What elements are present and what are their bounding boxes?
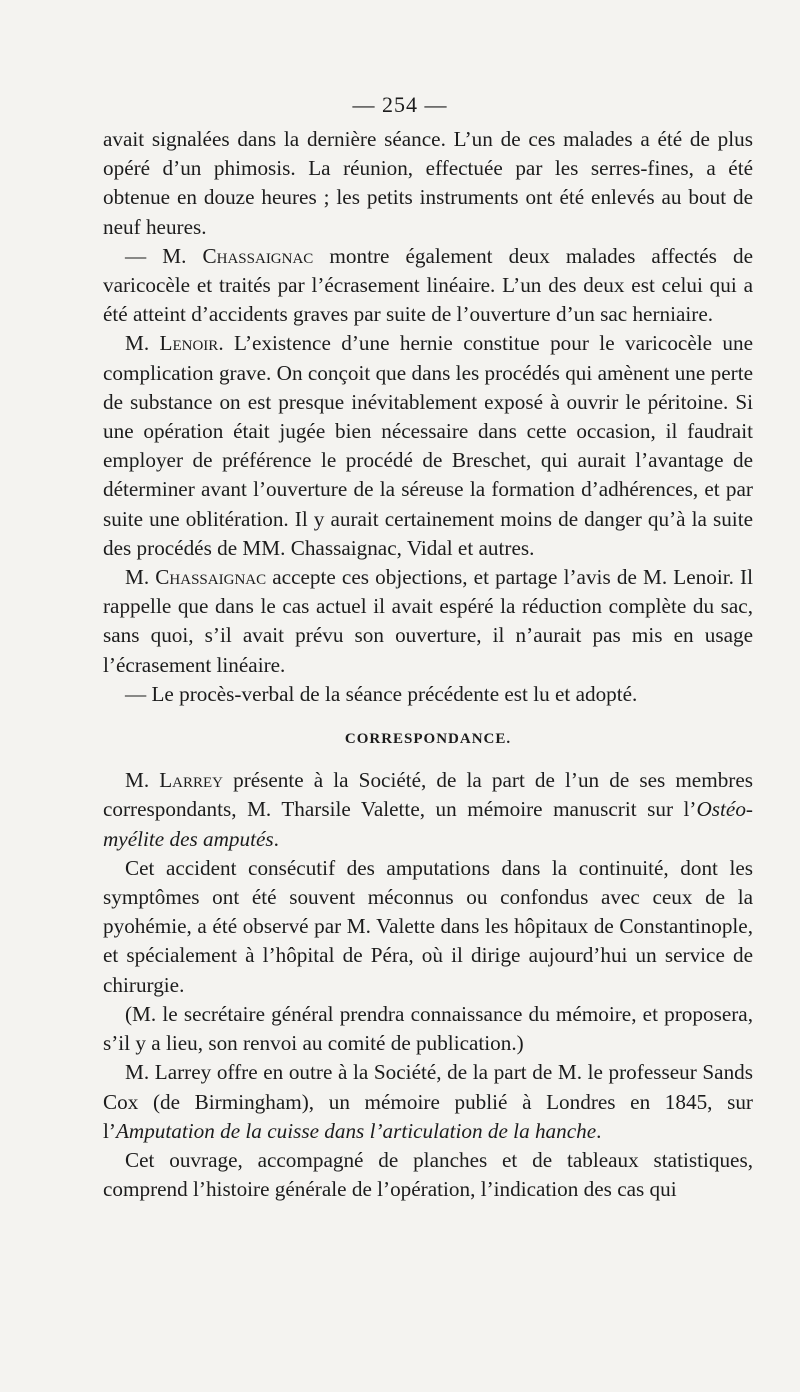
speaker-name: Larrey: [159, 768, 224, 793]
paragraph-6-text: présente à la Société, de la part de l’un de ses membres correspondants, M. Tharsile Valette, un mémoire manuscrit sur l’: [103, 768, 753, 822]
body-text: [103, 125, 753, 1204]
paragraph-4-text: accepte ces objections, et partage l’avis de M. Lenoir. Il rappelle que dans le cas actuel il avait espéré la réduction complète du sac, sans quoi, s’il avait prévu son ouverture, il n’aurait pas mis en usage l’écrasement linéaire.: [103, 565, 753, 677]
paragraph-2-text: montre également deux malades affectés de varicocèle et traités par l’écrasement linéaire. L’un des deux est celui qui a été atteint d’accidents graves par suite de l’ouverture d’un sac herniaire.: [103, 243, 753, 327]
speaker-name: Chassaignac: [155, 565, 267, 590]
memoir-title: Ostéo-myélite des amputés: [103, 797, 753, 851]
memoir-title: Amputation de la cuisse dans l’articulation de la hanche: [115, 1118, 597, 1143]
paragraph-8: (M. le secrétaire général prendra connaissance du mémoire, et proposera, s’il y a lieu, son renvoi au comité de publication.): [103, 1001, 753, 1056]
paragraph-4: [103, 563, 753, 680]
section-heading: CORRESPONDANCE.: [344, 731, 512, 748]
paragraph-3: [103, 329, 753, 563]
paragraph-9-text: M. Larrey offre en outre à la Société, de la part de M. le professeur Sands Cox (de Birmingham), un mémoire publié à Londres en 1845, sur l’: [103, 1060, 753, 1143]
paragraph-10: Cet ouvrage, accompagné de planches et de tableaux statistiques, comprend l’histoire générale de l’opération, l’indication des cas qui: [103, 1147, 753, 1202]
paragraph-2-lead: — M.: [125, 243, 203, 268]
paragraph-3-text: . L’existence d’une hernie constitue pour le varicocèle une complication grave. On conçoit que dans les procédés qui amènent une perte de substance on est presque inévitablement exposé à ouvrir le péritoine. Si une opération était jugée bien nécessaire dans cette occasion, il faudrait employer de préférence le procédé de Breschet, qui aurait l’avantage de déterminer avant l’ouverture de la séreuse la formation d’adhérences, et par suite une oblitération. Il y aurait certainement moins de danger qu’à la suite des procédés de MM. Chassaignac, Vidal et autres.: [103, 331, 753, 560]
paragraph-9: [103, 1058, 753, 1146]
paragraph-3-lead: M.: [125, 331, 160, 356]
paragraph-6: [103, 766, 753, 854]
paragraph-6-lead: M.: [125, 768, 160, 793]
speaker-name: Lenoir: [159, 331, 219, 356]
paragraph-4-lead: M.: [125, 565, 156, 590]
paragraph-7: Cet accident consécutif des amputations dans la continuité, dont les symptômes ont été souvent méconnus ou confondus avec ceux de la pyohémie, a été observé par M. Valette dans les hôpitaux de Constantinople, et spécialement à l’hôpital de Péra, où il dirige aujourd’hui un service de chirurgie.: [103, 855, 753, 997]
paragraph-9-end: .: [596, 1118, 602, 1143]
page-number: — 254 —: [352, 92, 448, 117]
paragraph-6-end: .: [273, 826, 279, 851]
paragraph-1: avait signalées dans la dernière séance. L’un de ces malades a été de plus opéré d’un phimosis. La réunion, effectuée par les serres-fines, a été obtenue en douze heures ; les petits instruments ont été enlevés au bout de neuf heures.: [103, 127, 753, 239]
paragraph-2: [103, 242, 753, 330]
paragraph-5: — Le procès-verbal de la séance précédente est lu et adopté.: [125, 681, 638, 706]
speaker-name: Chassaignac: [202, 243, 314, 268]
